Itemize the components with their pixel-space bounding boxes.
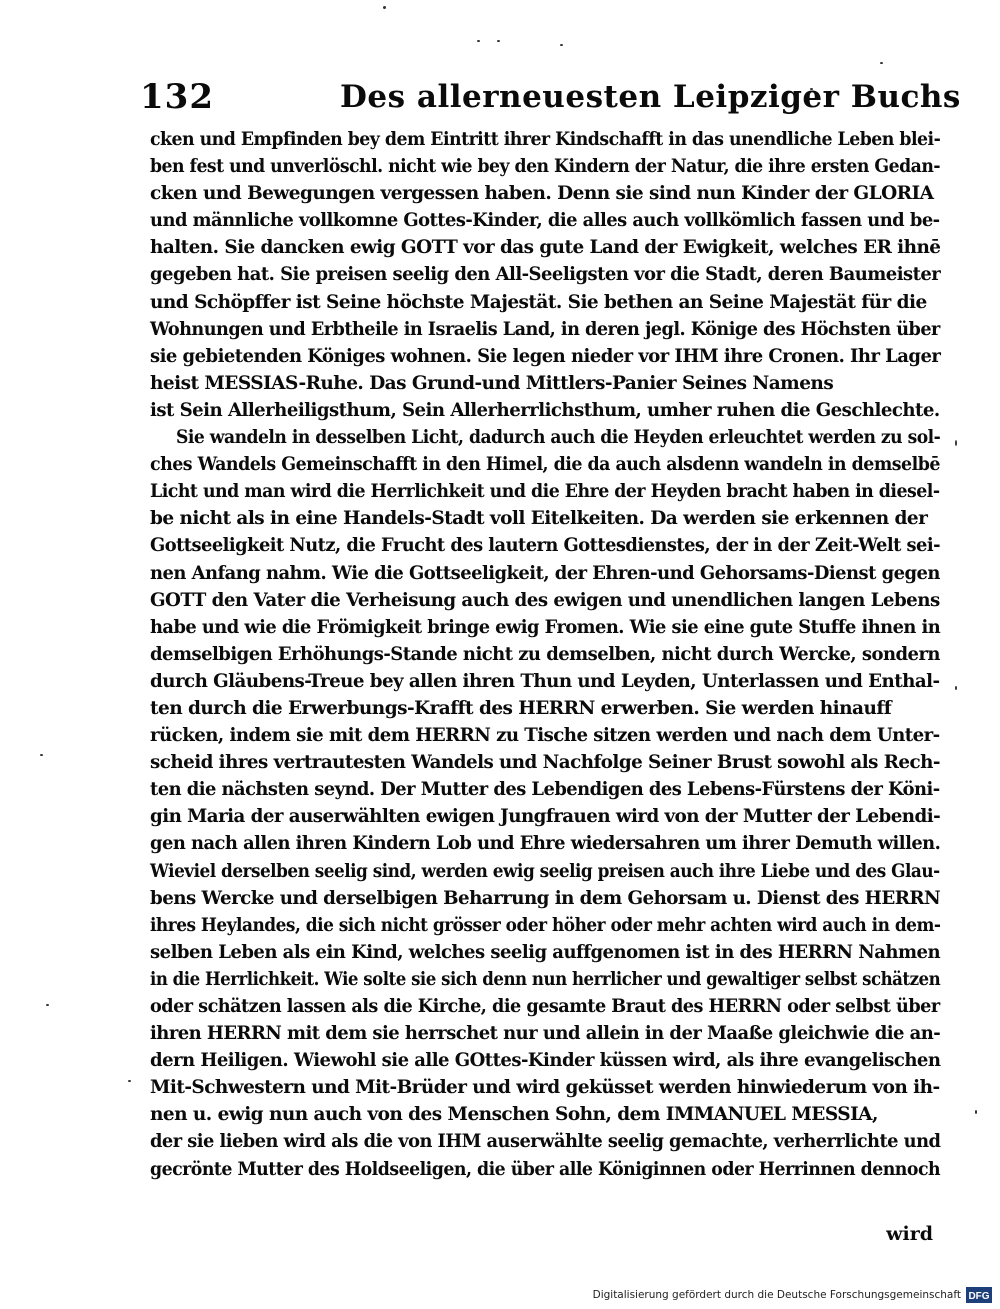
text-line: cken und Bewegungen vergessen haben. Denn sie sind nun Kinder der GLORIA [150, 183, 934, 205]
text-line: ten die nächsten seynd. Der Mutter des Lebendigen des Lebens-Fürstens der Köni- [150, 779, 940, 801]
text-line: ches Wandels Gemeinschafft in den Himel, die da auch alsdenn wandeln in demselbē [150, 454, 940, 476]
text-line: cken und Empfinden bey dem Eintritt ihrer Kindschafft in das unendliche Leben blei- [150, 129, 941, 150]
scan-speck [880, 62, 883, 64]
text-line: nen Anfang nahm. Wie die Gottseeligkeit, der Ehren-und Gehorsams-Dienst gegen [150, 562, 940, 584]
text-line: Wieviel derselben seelig sind, werden ewig seelig preisen auch ihre Liebe und des Glau- [150, 860, 940, 882]
dfg-logo-text: DFG [968, 1291, 990, 1302]
text-line: dern Heiligen. Wiewohl sie alle GOttes-Kinder küssen wird, als ihre evangelischen [150, 1050, 941, 1072]
scan-speck [46, 1004, 49, 1006]
text-line: ten durch die Erwerbungs-Krafft des HERRN erwerben. Sie werden hinauff [150, 697, 892, 719]
text-line: habe und wie die Frömigkeit bringe ewig Fromen. Wie sie eine gute Stuffe ihnen in [150, 616, 941, 638]
text-line: nen u. ewig nun auch von des Menschen Sohn, dem IMMANUEL MESSIA, [150, 1104, 878, 1126]
text-line: in die Herrlichkeit. Wie solte sie sich denn nun herrlicher und gewaltiger selbst schätzen [150, 968, 941, 990]
text-line: gecrönte Mutter des Holdseeligen, die über alle Königinnen oder Herrinnen dennoch [150, 1158, 941, 1180]
text-line: der sie lieben wird als die von IHM auserwählte seelig gemachte, verherrlichte und [150, 1131, 941, 1153]
page-number: 132 [140, 77, 214, 117]
text-line: ist Sein Allerheiligsthum, Sein Allerherrlichsthum, umher ruhen die Geschlechte. [150, 399, 940, 421]
text-line: demselbigen Erhöhungs-Stande nicht zu demselben, nicht durch Wercke, sondern [150, 643, 940, 665]
scan-speck [497, 40, 500, 42]
text-line: gegeben hat. Sie preisen seelig den All-Seeligsten vor die Stadt, deren Baumeister [150, 264, 941, 286]
text-line: durch Gläubens-Treue bey allen ihren Thun und Leyden, Unterlassen und Enthal- [150, 670, 940, 692]
text-line: GOTT den Vater die Verheisung auch des ewigen und unendlichen langen Lebens [150, 589, 940, 611]
text-line: bens Wercke und derselbigen Beharrung in dem Gehorsam u. Dienst des HERRN [150, 887, 941, 909]
text-line: gen nach allen ihren Kindern Lob und Ehre wiedersahren um ihrer Demuth willen. [150, 833, 941, 855]
text-line: gin Maria der auserwählten ewigen Jungfrauen wird von der Mutter der Lebendi- [150, 806, 941, 828]
text-line: und Schöpffer ist Seine höchste Majestät. Sie bethen an Seine Majestät für die [150, 291, 927, 313]
scan-speck [955, 686, 957, 690]
running-head: Des allerneuesten Leipziger Buchs [340, 79, 961, 115]
body-text [150, 126, 940, 1183]
text-line: ihres Heylandes, die sich nicht grösser oder höher oder mehr achten wird auch in dem- [150, 914, 941, 936]
text-line: ihren HERRN mit dem sie herrschet nur und allein in der Maaße gleichwie die an- [150, 1023, 941, 1045]
digitization-note: Digitalisierung gefördert durch die Deutsche Forschungsgemeinschaft [592, 1289, 961, 1301]
scan-speck [560, 44, 563, 46]
text-line: Licht und man wird die Herrlichkeit und die Ehre der Heyden bracht haben in diesel- [150, 481, 940, 503]
dfg-logo [966, 1287, 992, 1303]
catchword: wird [886, 1223, 933, 1245]
text-line: Gottseeligkeit Nutz, die Frucht des lautern Gottesdienstes, der in der Zeit-Welt sei- [150, 535, 940, 557]
digitization-footer [593, 1286, 992, 1304]
scan-speck [383, 6, 386, 9]
text-line: be nicht als in eine Handels-Stadt voll Eitelkeiten. Da werden sie erkennen der [150, 508, 928, 530]
text-line: rücken, indem sie mit dem HERRN zu Tische sitzen werden und nach dem Unter- [150, 725, 940, 747]
text-line: ben fest und unverlöschl. nicht wie bey den Kindern der Natur, die ihre ersten Gedan- [150, 156, 941, 178]
text-line: heist MESSIAS-Ruhe. Das Grund-und Mittlers-Panier Seines Namens [150, 372, 834, 394]
scan-speck [477, 40, 480, 42]
page-header [140, 74, 961, 120]
scan-speck [955, 440, 957, 446]
text-line: scheid ihres vertrautesten Wandels und Nachfolge Seiner Brust sowohl als Rech- [150, 752, 940, 774]
text-line: Mit-Schwestern und Mit-Brüder und wird geküsset werden hinwiederum von ih- [150, 1077, 940, 1099]
scan-speck [40, 754, 43, 756]
text-line: sie gebietenden Königes wohnen. Sie legen nieder vor IHM ihre Cronen. Ihr Lager [150, 345, 941, 367]
scan-speck [975, 1110, 977, 1114]
text-line: Wohnungen und Erbtheile in Israelis Land, in deren jegl. Könige des Höchsten über [150, 318, 940, 340]
text-line: selben Leben als ein Kind, welches seelig auffgenomen ist in des HERRN Nahmen [150, 941, 941, 963]
paragraph-start-line: Sie wandeln in desselben Licht, dadurch auch die Heyden erleuchtet werden zu sol- [175, 427, 941, 449]
text-line: oder schätzen lassen als die Kirche, die gesamte Braut des HERRN oder selbst über [150, 996, 940, 1017]
text-line: halten. Sie dancken ewig GOTT vor das gute Land der Ewigkeit, welches ER ihnē [150, 237, 941, 259]
scan-speck [128, 1080, 131, 1082]
text-line: und männliche vollkomne Gottes-Kinder, die alles auch vollkömlich fassen und be- [150, 210, 940, 232]
